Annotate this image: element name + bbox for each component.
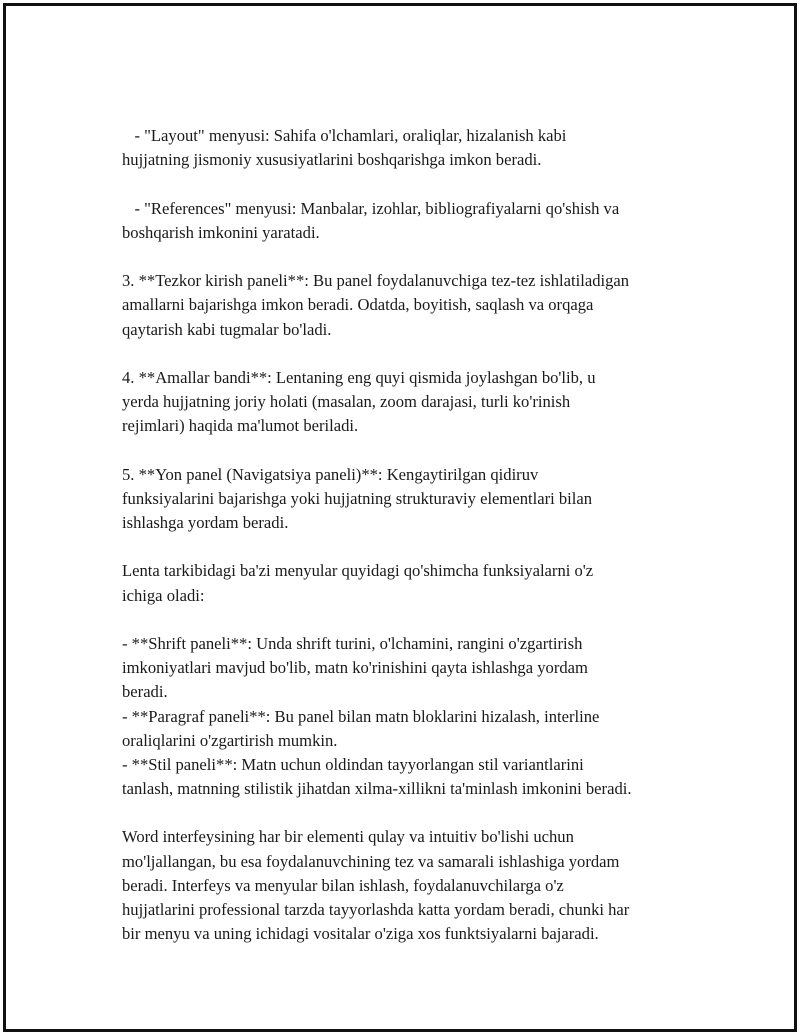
text-line: beradi. Interfeys va menyular bilan ishlash, foydalanuvchilarga o'z: [122, 875, 564, 895]
text-line: Lenta tarkibidagi ba'zi menyular quyidagi qo'shimcha funksiyalarni o'z: [122, 561, 594, 581]
paragraph: [122, 463, 722, 536]
paragraph: [122, 366, 722, 439]
paragraph: [122, 825, 722, 946]
page-frame: [3, 3, 797, 1032]
text-line: - "Layout" menyusi: Sahifa o'lchamlari, oraliqlar, hizalanish kabi: [122, 126, 567, 145]
text-line: 5. **Yon panel (Navigatsiya paneli)**: Kengaytirilgan qidiruv: [122, 464, 539, 484]
text-line: hujjatlarini professional tarzda tayyorlashda katta yordam beradi, chunki har: [122, 900, 630, 919]
text-line: Word interfeysining har bir elementi qulay va intuitiv bo'lishi uchun: [122, 827, 574, 847]
text-line: funksiyalarini bajarishga yoki hujjatning strukturaviy elementlari bilan: [122, 488, 593, 508]
text-line: bir menyu va uning ichidagi vositalar o'ziga xos funktsiyalarni bajaradi.: [122, 924, 599, 944]
text-line: tanlash, matnning stilistik jihatdan xilma-xillikni ta'minlash imkonini beradi.: [122, 779, 632, 799]
text-line: yerda hujjatning joriy holati (masalan, zoom darajasi, turli ko'rinish: [122, 392, 571, 412]
paragraph: [122, 559, 722, 607]
paragraph-gap: [122, 438, 722, 462]
paragraph-gap: [122, 535, 722, 559]
text-line: - **Stil paneli**: Matn uchun oldindan tayyorlangan stil variantlarini: [122, 754, 584, 774]
document-body: [122, 124, 722, 946]
text-line: boshqarish imkonini yaratadi.: [122, 222, 320, 242]
text-line: hujjatning jismoniy xususiyatlarini boshqarishga imkon beradi.: [122, 150, 542, 170]
paragraph: [122, 124, 722, 172]
text-line: mo'ljallangan, bu esa foydalanuvchining tez va samarali ishlashiga yordam: [122, 851, 620, 871]
text-line: qaytarish kabi tugmalar bo'ladi.: [122, 319, 332, 339]
text-line: 3. **Tezkor kirish paneli**: Bu panel foydalanuvchiga tez-tez ishlatiladigan: [122, 271, 630, 291]
paragraph: [122, 269, 722, 342]
paragraph-gap: [122, 245, 722, 269]
paragraph-gap: [122, 172, 722, 196]
text-line: imkoniyatlari mavjud bo'lib, matn ko'rinishini qayta ishlashga yordam: [122, 658, 588, 678]
text-line: - "References" menyusi: Manbalar, izohlar, bibliografiyalarni qo'shish va: [122, 198, 620, 218]
text-line: rejimlari) haqida ma'lumot beriladi.: [122, 416, 359, 436]
text-line: 4. **Amallar bandi**: Lentaning eng quyi qismida joylashgan bo'lib, u: [122, 367, 596, 387]
text-line: ishlashga yordam beradi.: [122, 513, 289, 532]
paragraph: [122, 632, 722, 801]
text-line: - **Shrift paneli**: Unda shrift turini, o'lchamini, rangini o'zgartirish: [122, 633, 583, 653]
paragraph-gap: [122, 342, 722, 366]
text-line: beradi.: [122, 682, 168, 702]
paragraph-gap: [122, 801, 722, 825]
text-line: oraliqlarini o'zgartirish mumkin.: [122, 730, 338, 750]
paragraph: [122, 197, 722, 245]
text-line: - **Paragraf paneli**: Bu panel bilan matn bloklarini hizalash, interline: [122, 706, 600, 726]
text-line: amallarni bajarishga imkon beradi. Odatda, boyitish, saqlash va orqaga: [122, 295, 594, 315]
paragraph-gap: [122, 608, 722, 632]
text-line: ichiga oladi:: [122, 585, 205, 605]
